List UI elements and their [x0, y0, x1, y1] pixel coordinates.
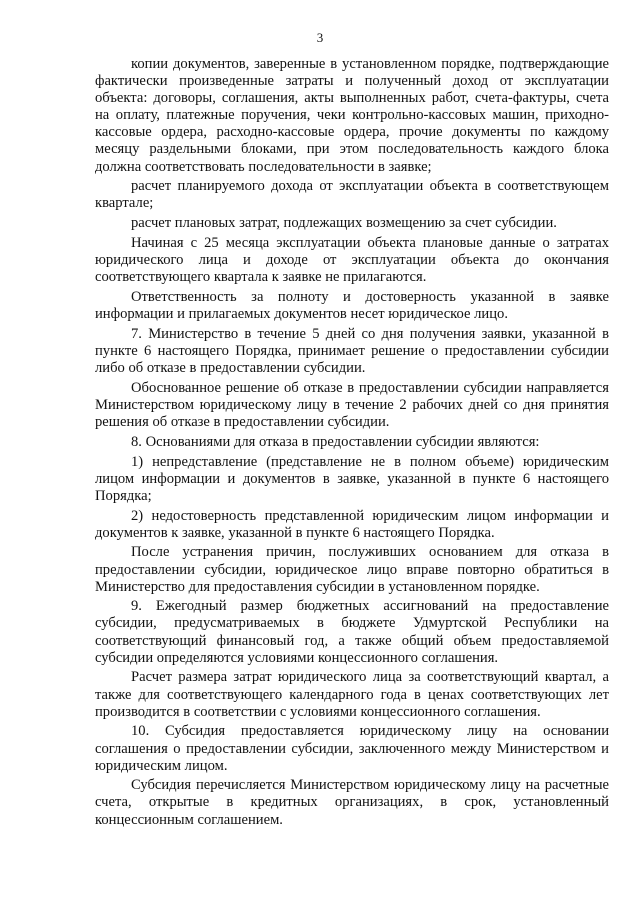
paragraph: копии документов, заверенные в установленном порядке, подтверждающие фактически произведенные затраты и полученный доход от эксплуатации объекта: договоры, соглашения, акты выполненных работ, счета-фактуры, счета на оплату, платежные поручения, чеки контрольно-кассовых машин, приходно-кассовые ордера, расходно-кассовые ордера, прочие документы по каждому месяцу раздельными блоками, при этом последовательность каждого блока должна соответствовать последовательности в заявке; — [95, 56, 609, 175]
paragraph: расчет плановых затрат, подлежащих возмещению за счет субсидии. — [131, 215, 557, 232]
paragraph: Расчет размера затрат юридического лица за соответствующий квартал, а также для соответствующего календарного года в ценах соответствующих лет производится в соответствии с условиями концессионного соглашения. — [95, 669, 609, 720]
paragraph: 10. Субсидия предоставляется юридическому лицу на основании соглашения о предоставлении субсидии, заключенного между Министерством и юридическим лицом. — [95, 723, 609, 774]
paragraph: Ответственность за полноту и достоверность указанной в заявке информации и прилагаемых документов несет юридическое лицо. — [95, 288, 609, 323]
paragraph: 1) непредставление (представление не в полном объеме) юридическим лицом информации и документов в заявке, указанной в пункте 6 настоящего Порядка; — [95, 453, 609, 504]
paragraph: 8. Основаниями для отказа в предоставлении субсидии являются: — [131, 433, 540, 450]
paragraph: 9. Ежегодный размер бюджетных ассигнований на предоставление субсидии, предусматриваемых в бюджете Удмуртской Республики на соответствующий финансовый год, а также общий объем предоставляемой субсидии определяются условиями концессионного соглашения. — [95, 598, 609, 666]
paragraph: 7. Министерство в течение 5 дней со дня получения заявки, указанной в пункте 6 настоящего Порядка, принимает решение о предоставлении субсидии либо об отказе в предоставлении субсидии. — [95, 325, 609, 377]
paragraph: Обоснованное решение об отказе в предоставлении субсидии направляется Министерством юридическому лицу в течение 2 рабочих дней со дня принятия решения об отказе в предоставлении субсидии. — [95, 379, 609, 430]
paragraph: Начиная с 25 месяца эксплуатации объекта плановые данные о затратах юридического лица и доходе от эксплуатации объекта до окончания соответствующего квартала к заявке не прилагаются. — [95, 235, 609, 286]
paragraph: После устранения причин, послуживших основанием для отказа в предоставлении субсидии, юридическое лицо вправе повторно обратиться в Министерство для предоставления субсидии в установленном порядке. — [95, 544, 609, 595]
paragraph: 2) недостоверность представленной юридическим лицом информации и документов к заявке, указанной в пункте 6 настоящего Порядка. — [95, 507, 609, 541]
document-body — [95, 56, 609, 831]
paragraph: Субсидия перечисляется Министерством юридическому лицу на расчетные счета, открытые в кредитных организациях, в срок, установленный концессионным соглашением. — [95, 777, 609, 828]
page-number: 3 — [316, 30, 324, 45]
paragraph: расчет планируемого дохода от эксплуатации объекта в соответствующем квартале; — [95, 178, 609, 212]
